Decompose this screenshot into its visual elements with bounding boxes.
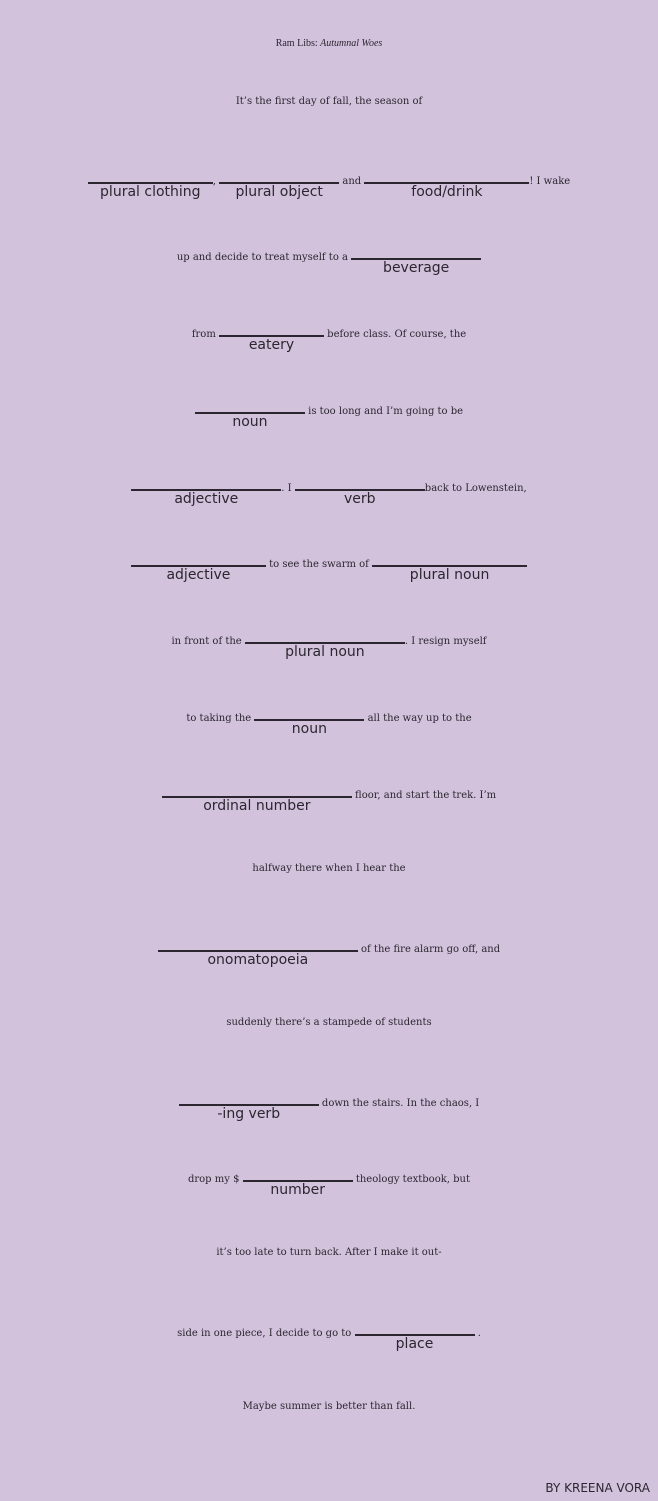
blank-hint: beverage [383,260,450,276]
blank-hint: place [395,1336,434,1352]
byline: BY KREENA VORA [545,1481,650,1495]
blank-hint: eatery [248,337,295,353]
story-line [0,1233,658,1273]
story-line [0,234,658,278]
story-line [0,541,658,585]
story-text: up and decide to treat myself to a [176,252,348,263]
blank-field[interactable] [355,1310,475,1352]
story-text: to see the swarm of [269,559,369,570]
story-line [0,1080,658,1124]
title-italic: Autumnal Woes [320,38,383,49]
blank-field[interactable] [295,465,425,507]
story-text: is too long and I’m going to be [308,406,464,417]
story-text: . I resign myself [404,636,487,647]
blank-field[interactable] [351,234,481,276]
story-line [0,695,658,739]
blank-hint: plural clothing [100,184,201,200]
blank-field[interactable] [131,465,281,507]
story-text: all the way up to the [367,713,472,724]
blank-hint: plural object [235,184,323,200]
blank-field[interactable] [195,388,305,430]
story-text: suddenly there’s a stampede of students [226,1017,432,1028]
blank-hint: -ing verb [217,1106,281,1122]
story-text: from [191,329,216,340]
blank-hint: verb [344,491,376,507]
story-text: back to Lowenstein, [424,483,527,494]
story-text: Maybe summer is better than fall. [242,1401,416,1412]
story-text: it’s too late to turn back. After I make it out- [216,1247,442,1258]
blank-field[interactable] [162,772,352,814]
story-text: theology textbook, but [355,1174,470,1185]
blank-field[interactable] [254,695,364,737]
blank-hint: plural noun [409,567,490,583]
story-text: in front of the [171,636,242,647]
story-text: halfway there when I hear the [252,863,406,874]
story-line [0,1003,658,1043]
story-line [0,82,658,122]
story-line [0,772,658,816]
blank-hint: noun [291,721,327,737]
blank-field[interactable] [372,541,527,583]
blank-hint: food/drink [411,184,483,200]
story-text: . I [281,483,292,494]
blank-field[interactable] [158,926,358,968]
blank-field[interactable] [243,1156,353,1198]
story-text: down the stairs. In the chaos, I [321,1098,480,1109]
story-line [0,465,658,509]
blank-hint: number [270,1182,325,1198]
story-text: of the fire alarm go off, and [361,944,501,955]
blank-hint: adjective [174,491,239,507]
story-line [0,388,658,432]
story-text: ! I wake [529,176,571,187]
story-line [0,618,658,662]
story-text: floor, and start the trek. I’m [355,790,497,801]
blank-field[interactable] [131,541,266,583]
blank-hint: ordinal number [203,798,311,814]
blank-field[interactable] [245,618,405,660]
story-text: side in one piece, I decide to go to [177,1328,352,1339]
page-title [0,8,658,80]
story-text: , [212,176,216,187]
story-text: It’s the first day of fall, the season of [235,96,423,107]
story-text: . [477,1328,481,1339]
blank-hint: adjective [166,567,231,583]
story-line [0,1156,658,1200]
story-line [0,1310,658,1354]
blank-hint: noun [232,414,268,430]
blank-field[interactable] [179,1080,319,1122]
story-line [0,311,658,355]
blank-hint: plural noun [285,644,365,660]
story-text: before class. Of course, the [327,329,467,340]
blank-field[interactable] [88,158,213,200]
blank-field[interactable] [364,158,529,200]
story-line [0,926,658,970]
story-text: and [342,176,362,187]
story-line [0,158,658,202]
story-line [0,1387,658,1427]
story-line [0,849,658,889]
story-text: to taking the [186,713,252,724]
blank-hint: onomatopoeia [207,952,309,968]
title-main: Ram Libs: [275,38,318,49]
blank-field[interactable] [219,311,324,353]
blank-field[interactable] [219,158,339,200]
story-text: drop my $ [187,1174,240,1185]
